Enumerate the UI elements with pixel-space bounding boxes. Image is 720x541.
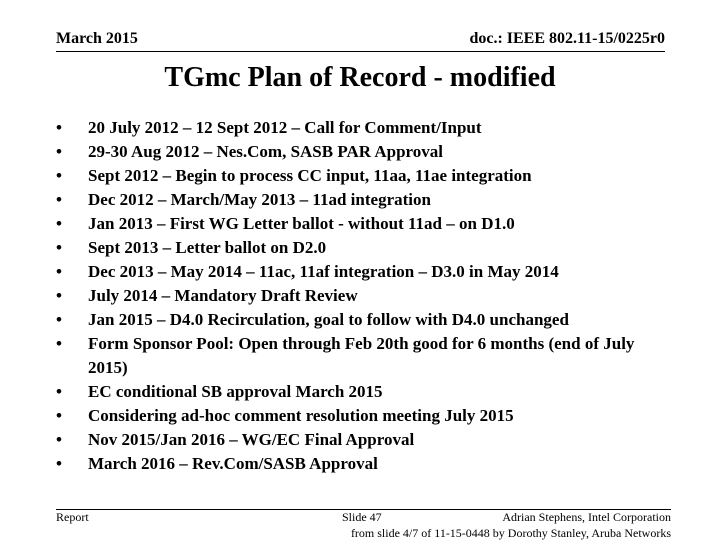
bullet-icon: •: [56, 310, 62, 329]
bullet-icon: •: [56, 238, 62, 257]
list-item: [56, 140, 676, 164]
list-item-text: Considering ad-hoc comment resolution meeting July 2015: [88, 406, 514, 425]
header-date: March 2015: [56, 30, 138, 47]
list-item-text: EC conditional SB approval March 2015: [88, 382, 383, 401]
bullet-icon: •: [56, 214, 62, 233]
bullet-icon: •: [56, 166, 62, 185]
bullet-icon: •: [56, 262, 62, 281]
bullet-icon: •: [56, 406, 62, 425]
list-item: [56, 404, 676, 428]
list-item: [56, 188, 676, 212]
list-item-text: Sept 2013 – Letter ballot on D2.0: [88, 238, 327, 257]
list-item-text: Jan 2013 – First WG Letter ballot - without 11ad – on D1.0: [88, 214, 515, 233]
bullet-icon: •: [56, 142, 62, 161]
slide-title: TGmc Plan of Record - modified: [164, 62, 556, 93]
list-item-text: Nov 2015/Jan 2016 – WG/EC Final Approval: [88, 430, 415, 449]
bullet-icon: •: [56, 190, 62, 209]
list-item-text: Form Sponsor Pool: Open through Feb 20th good for 6 months (end of July 2015): [88, 334, 635, 377]
bullet-icon: •: [56, 118, 62, 137]
list-item: [56, 284, 676, 308]
bullet-icon: •: [56, 430, 62, 449]
list-item: [56, 212, 676, 236]
header-doc-id: doc.: IEEE 802.11-15/0225r0: [469, 30, 665, 47]
list-item: [56, 428, 676, 452]
list-item-text: July 2014 – Mandatory Draft Review: [88, 286, 358, 305]
bullet-list: [56, 116, 676, 476]
list-item-text: March 2016 – Rev.Com/SASB Approval: [88, 454, 378, 473]
list-item: [56, 116, 676, 140]
bullet-icon: •: [56, 454, 62, 473]
list-item-text: Dec 2013 – May 2014 – 11ac, 11af integration – D3.0 in May 2014: [88, 262, 559, 281]
list-item-text: Dec 2012 – March/May 2013 – 11ad integration: [88, 190, 431, 209]
footer-slide-number: Slide 47: [342, 510, 382, 524]
list-item-text: 20 July 2012 – 12 Sept 2012 – Call for Comment/Input: [88, 118, 482, 137]
bullet-icon: •: [56, 286, 62, 305]
footer-source-note: from slide 4/7 of 11-15-0448 by Dorothy Stanley, Aruba Networks: [350, 526, 671, 540]
footer-author: Adrian Stephens, Intel Corporation: [502, 510, 671, 524]
list-item: [56, 236, 676, 260]
list-item: [56, 332, 676, 380]
list-item: [56, 380, 676, 404]
list-item-text: Jan 2015 – D4.0 Recirculation, goal to follow with D4.0 unchanged: [88, 310, 569, 329]
bullet-icon: •: [56, 382, 62, 401]
header-divider: [56, 51, 665, 52]
footer-report-label: Report: [56, 510, 89, 524]
list-item: [56, 260, 676, 284]
list-item-text: Sept 2012 – Begin to process CC input, 11aa, 11ae integration: [88, 166, 532, 185]
list-item: [56, 164, 676, 188]
list-item: [56, 308, 676, 332]
list-item-text: 29-30 Aug 2012 – Nes.Com, SASB PAR Approval: [88, 142, 443, 161]
list-item: [56, 452, 676, 476]
bullet-icon: •: [56, 334, 62, 353]
